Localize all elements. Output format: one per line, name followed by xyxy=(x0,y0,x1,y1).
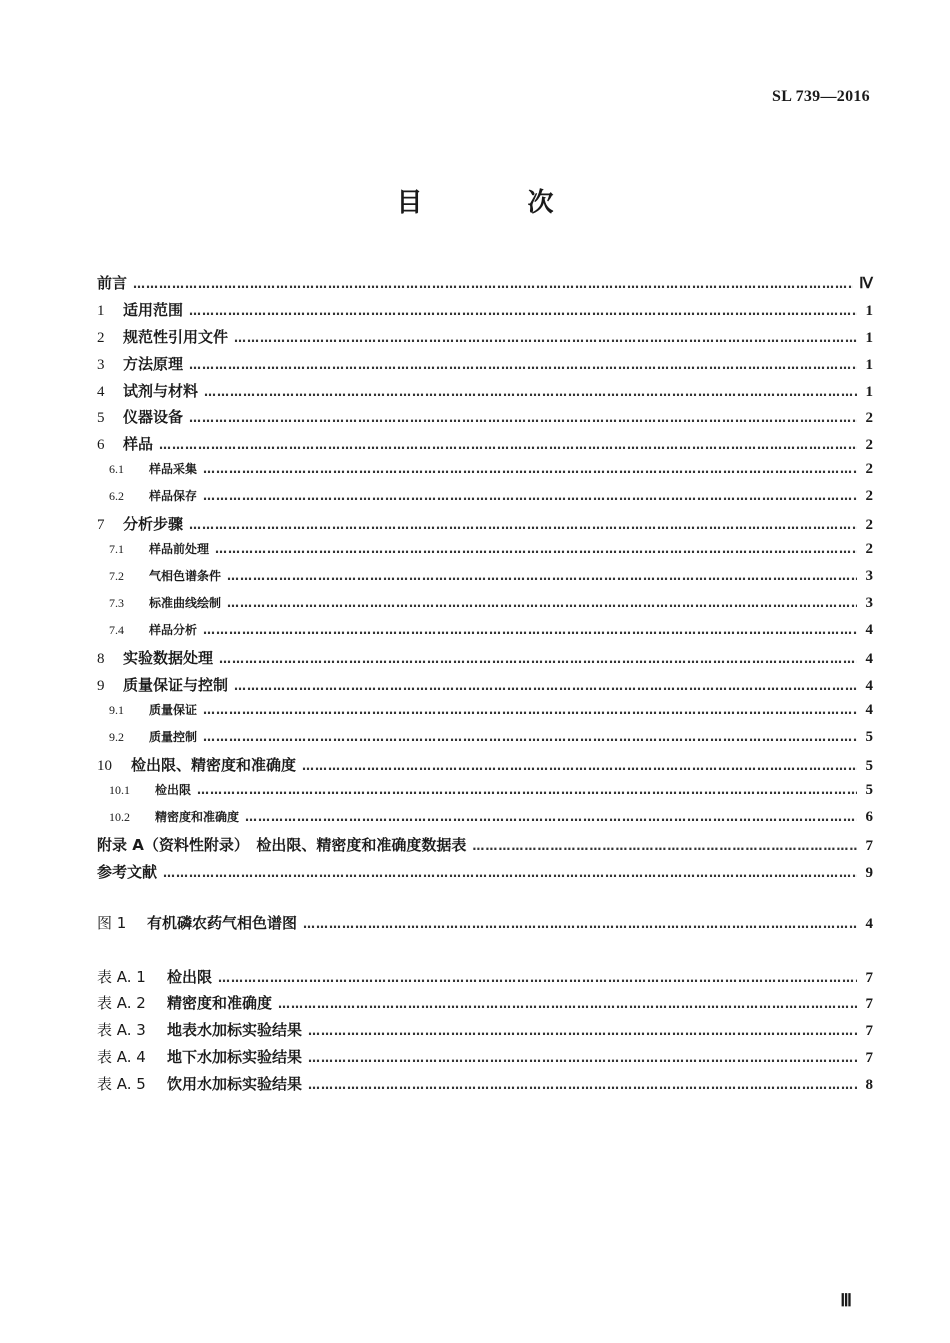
table-number: 表 A. 5 xyxy=(97,1075,146,1093)
toc-number: 6.1 xyxy=(109,462,124,476)
leader-dots xyxy=(189,304,857,318)
leader-dots xyxy=(189,518,857,532)
leader-dots xyxy=(163,866,857,880)
toc-page: 4 xyxy=(865,651,873,667)
toc-entry-8[interactable] xyxy=(97,647,873,669)
toc-number: 7.1 xyxy=(109,542,124,556)
leader-dots xyxy=(303,917,857,931)
toc-page: 4 xyxy=(865,702,873,718)
toc-page: Ⅳ xyxy=(859,276,873,292)
toc-number: 3 xyxy=(97,357,105,373)
toc-number: 6 xyxy=(97,437,105,453)
toc-label: 附录 A（资料性附录） 检出限、精密度和准确度数据表 xyxy=(97,836,467,854)
leader-dots xyxy=(218,971,857,985)
toc-entry-9[interactable] xyxy=(97,674,873,696)
toc-label: 检出限 xyxy=(155,783,192,797)
leader-dots xyxy=(234,679,857,693)
leader-dots xyxy=(203,623,857,637)
leader-dots xyxy=(133,277,853,291)
toc-label: 质量控制 xyxy=(149,730,198,744)
toc-entry-references[interactable] xyxy=(97,861,873,883)
toc-number: 7.4 xyxy=(109,623,124,637)
toc-page: 5 xyxy=(865,782,873,798)
table-entry-a3[interactable] xyxy=(97,1019,873,1041)
toc-label: 试剂与材料 xyxy=(123,382,199,400)
toc-entry-appendix-a[interactable] xyxy=(97,834,873,856)
toc-page: 1 xyxy=(865,384,873,400)
toc-number: 4 xyxy=(97,384,105,400)
leader-dots xyxy=(197,783,857,797)
toc-label: 精密度和准确度 xyxy=(155,810,240,824)
toc-page: 2 xyxy=(865,541,873,557)
toc-label: 规范性引用文件 xyxy=(123,328,229,346)
leader-dots xyxy=(204,385,857,399)
toc-label: 质量保证与控制 xyxy=(123,676,229,694)
toc-number: 5 xyxy=(97,410,105,426)
table-label: 检出限 xyxy=(167,968,213,986)
table-page: 7 xyxy=(865,1023,873,1039)
toc-label: 标准曲线绘制 xyxy=(149,596,222,610)
table-label: 饮用水加标实验结果 xyxy=(167,1075,303,1093)
toc-page: 5 xyxy=(865,758,873,774)
table-page: 7 xyxy=(865,1050,873,1066)
toc-entry-6[interactable] xyxy=(97,433,873,455)
leader-dots xyxy=(189,411,857,425)
toc-entry-7-3[interactable] xyxy=(97,594,873,616)
leader-dots xyxy=(203,489,857,503)
toc-entry-4[interactable] xyxy=(97,380,873,402)
table-entry-a2[interactable] xyxy=(97,992,873,1014)
toc-entry-10[interactable] xyxy=(97,754,873,776)
toc-page: 3 xyxy=(865,595,873,611)
figure-entry-1[interactable] xyxy=(97,912,873,934)
table-number: 表 A. 1 xyxy=(97,968,146,986)
toc-entry-9-1[interactable] xyxy=(97,701,873,723)
table-entry-a4[interactable] xyxy=(97,1046,873,1068)
leader-dots xyxy=(227,569,857,583)
toc-label: 样品前处理 xyxy=(149,542,210,556)
toc-page: 2 xyxy=(865,461,873,477)
leader-dots xyxy=(308,1024,857,1038)
toc-label: 检出限、精密度和准确度 xyxy=(131,756,297,774)
toc-label: 质量保证 xyxy=(149,703,198,717)
toc-entry-7-1[interactable] xyxy=(97,540,873,562)
toc-page: 2 xyxy=(865,437,873,453)
toc-entry-6-1[interactable] xyxy=(97,460,873,482)
figure-page: 4 xyxy=(865,916,873,932)
figure-number: 图 1 xyxy=(97,914,127,932)
toc-label: 前言 xyxy=(97,274,128,292)
toc-entry-1[interactable] xyxy=(97,299,873,321)
toc-page: 1 xyxy=(865,357,873,373)
table-page: 8 xyxy=(865,1077,873,1093)
toc-entry-7-4[interactable] xyxy=(97,621,873,643)
toc-page: 7 xyxy=(865,838,873,854)
toc-label: 仪器设备 xyxy=(123,408,184,426)
toc-number: 10 xyxy=(97,758,112,774)
toc-entry-2[interactable] xyxy=(97,326,873,348)
toc-page: 2 xyxy=(865,488,873,504)
table-number: 表 A. 4 xyxy=(97,1048,146,1066)
toc-page: 2 xyxy=(865,410,873,426)
toc-number: 7.3 xyxy=(109,596,124,610)
table-number: 表 A. 3 xyxy=(97,1021,146,1039)
table-label: 地下水加标实验结果 xyxy=(167,1048,303,1066)
toc-page: 4 xyxy=(865,622,873,638)
leader-dots xyxy=(203,703,857,717)
toc-entry-9-2[interactable] xyxy=(97,728,873,750)
figure-label: 有机磷农药气相色谱图 xyxy=(147,914,298,932)
table-entry-a5[interactable] xyxy=(97,1073,873,1095)
toc-number: 2 xyxy=(97,330,105,346)
toc-label: 适用范围 xyxy=(123,301,184,319)
toc-number: 10.2 xyxy=(109,810,130,824)
leader-dots xyxy=(203,462,857,476)
table-page: 7 xyxy=(865,996,873,1012)
toc-number: 8 xyxy=(97,651,105,667)
toc-page: 9 xyxy=(865,865,873,881)
toc-page: 1 xyxy=(865,330,873,346)
leader-dots xyxy=(472,839,857,853)
toc-label: 分析步骤 xyxy=(123,515,184,533)
toc-entry-6-2[interactable] xyxy=(97,487,873,509)
page-title: 目 次 xyxy=(396,188,602,218)
toc-entry-10-2[interactable] xyxy=(97,808,873,830)
leader-dots xyxy=(302,759,857,773)
table-label: 精密度和准确度 xyxy=(167,994,273,1012)
toc-label: 样品采集 xyxy=(149,462,198,476)
toc-entry-3[interactable] xyxy=(97,353,873,375)
table-page: 7 xyxy=(865,970,873,986)
standard-code: SL 739—2016 xyxy=(772,88,870,105)
table-number: 表 A. 2 xyxy=(97,994,146,1012)
toc-page: 6 xyxy=(865,809,873,825)
toc-page: 1 xyxy=(865,303,873,319)
toc-label: 实验数据处理 xyxy=(123,649,214,667)
toc-entry-7-2[interactable] xyxy=(97,567,873,589)
leader-dots xyxy=(159,438,857,452)
toc-number: 10.1 xyxy=(109,783,130,797)
toc-label: 方法原理 xyxy=(123,355,184,373)
leader-dots xyxy=(308,1078,857,1092)
leader-dots xyxy=(219,652,857,666)
leader-dots xyxy=(245,810,857,824)
toc-page: 4 xyxy=(865,678,873,694)
toc-number: 9.2 xyxy=(109,730,124,744)
leader-dots xyxy=(189,358,857,372)
toc-page: 2 xyxy=(865,517,873,533)
toc-label: 样品 xyxy=(123,435,154,453)
toc-number: 1 xyxy=(97,303,105,319)
toc-number: 6.2 xyxy=(109,489,124,503)
toc-label: 气相色谱条件 xyxy=(149,569,222,583)
toc-entry-7[interactable] xyxy=(97,513,873,535)
toc-entry-foreword[interactable] xyxy=(97,272,873,294)
leader-dots xyxy=(215,542,857,556)
page-number: Ⅲ xyxy=(840,1291,852,1310)
table-entry-a1[interactable] xyxy=(97,966,873,988)
leader-dots xyxy=(308,1051,857,1065)
toc-entry-10-1[interactable] xyxy=(97,781,873,803)
toc-entry-5[interactable] xyxy=(97,406,873,428)
toc-label: 样品保存 xyxy=(149,489,198,503)
toc-number: 9 xyxy=(97,678,105,694)
toc-page: 5 xyxy=(865,729,873,745)
toc-number: 7 xyxy=(97,517,105,533)
leader-dots xyxy=(227,596,857,610)
toc-label: 参考文献 xyxy=(97,863,158,881)
toc-page: 3 xyxy=(865,568,873,584)
leader-dots xyxy=(278,997,857,1011)
leader-dots xyxy=(203,730,857,744)
table-label: 地表水加标实验结果 xyxy=(167,1021,303,1039)
leader-dots xyxy=(234,331,857,345)
toc-number: 9.1 xyxy=(109,703,124,717)
toc-number: 7.2 xyxy=(109,569,124,583)
toc-label: 样品分析 xyxy=(149,623,198,637)
